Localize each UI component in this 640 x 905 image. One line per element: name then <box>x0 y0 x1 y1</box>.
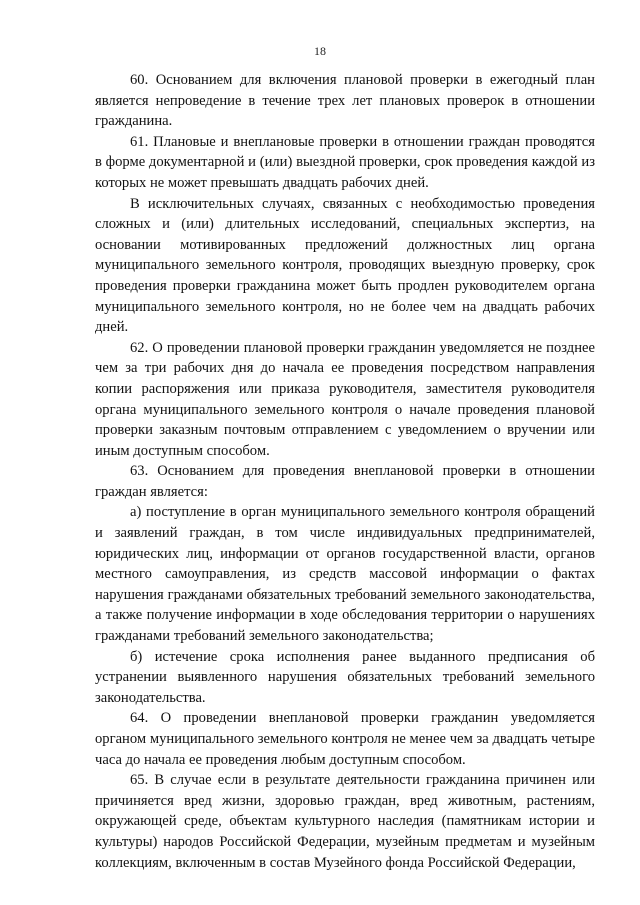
paragraph-exceptional-cases: В исключительных случаях, связанных с необходимостью проведения сложных и (или) длительных исследований, специальных экспертиз, на основании мотивированных предложений должностных лиц органа муниципального земельного контроля, проводящих выездную проверку, срок проведения проверки гражданина может быть продлен руководителем органа муниципального земельного контроля, но не более чем на двадцать рабочих дней. <box>95 195 595 336</box>
paragraph-63-b: б) истечение срока исполнения ранее выданного предписания об устранении выявленного нарушения обязательных требований земельного законодательства. <box>95 648 595 706</box>
paragraph-63-a: а) поступление в орган муниципального земельного контроля обращений и заявлений граждан, в том числе индивидуальных предпринимателей, юридических лиц, информации от органов государственной власти, органов местного самоуправления, из средств массовой информации о фактах нарушения гражданами обязательных требований земельного законодательства, а также получение информации в ходе обследования территории о нарушениях гражданами требований земельного законодательства; <box>95 504 595 645</box>
paragraph-60: 60. Основанием для включения плановой проверки в ежегодный план является непроведение в течение трех лет плановых проверок в отношении гражданина. <box>95 72 595 130</box>
paragraph-62: 62. О проведении плановой проверки гражданин уведомляется не позднее чем за три рабочих дня до начала ее проведения посредством направления копии распоряжения или приказа руководителя, заместителя руководителя органа муниципального земельного контроля о начале проведения плановой проверки заказным почтовым отправлением с уведомлением о вручении или иным доступным способом. <box>95 339 595 459</box>
paragraph-63: 63. Основанием для проведения внеплановой проверки в отношении граждан является: <box>95 463 595 500</box>
paragraph-65: 65. В случае если в результате деятельности гражданина причинен или причиняется вред жизни, здоровью граждан, вред животным, растениям, окружающей среде, объектам культурного наследия (памятникам истории и культуры) народов Российской Федерации, музейным предметам и музейным коллекциям, включенным в состав Музейного фонда Российской Федерации, <box>95 772 595 871</box>
page-number: 18 <box>314 44 326 58</box>
paragraph-64: 64. О проведении внеплановой проверки гражданин уведомляется органом муниципального земельного контроля не менее чем за двадцать четыре часа до начала ее проведения любым доступным способом. <box>95 710 595 768</box>
paragraph-61: 61. Плановые и внеплановые проверки в отношении граждан проводятся в форме документарной и (или) выездной проверки, срок проведения каждой из которых не может превышать двадцать рабочих дней. <box>95 133 595 191</box>
document-body <box>95 70 595 873</box>
